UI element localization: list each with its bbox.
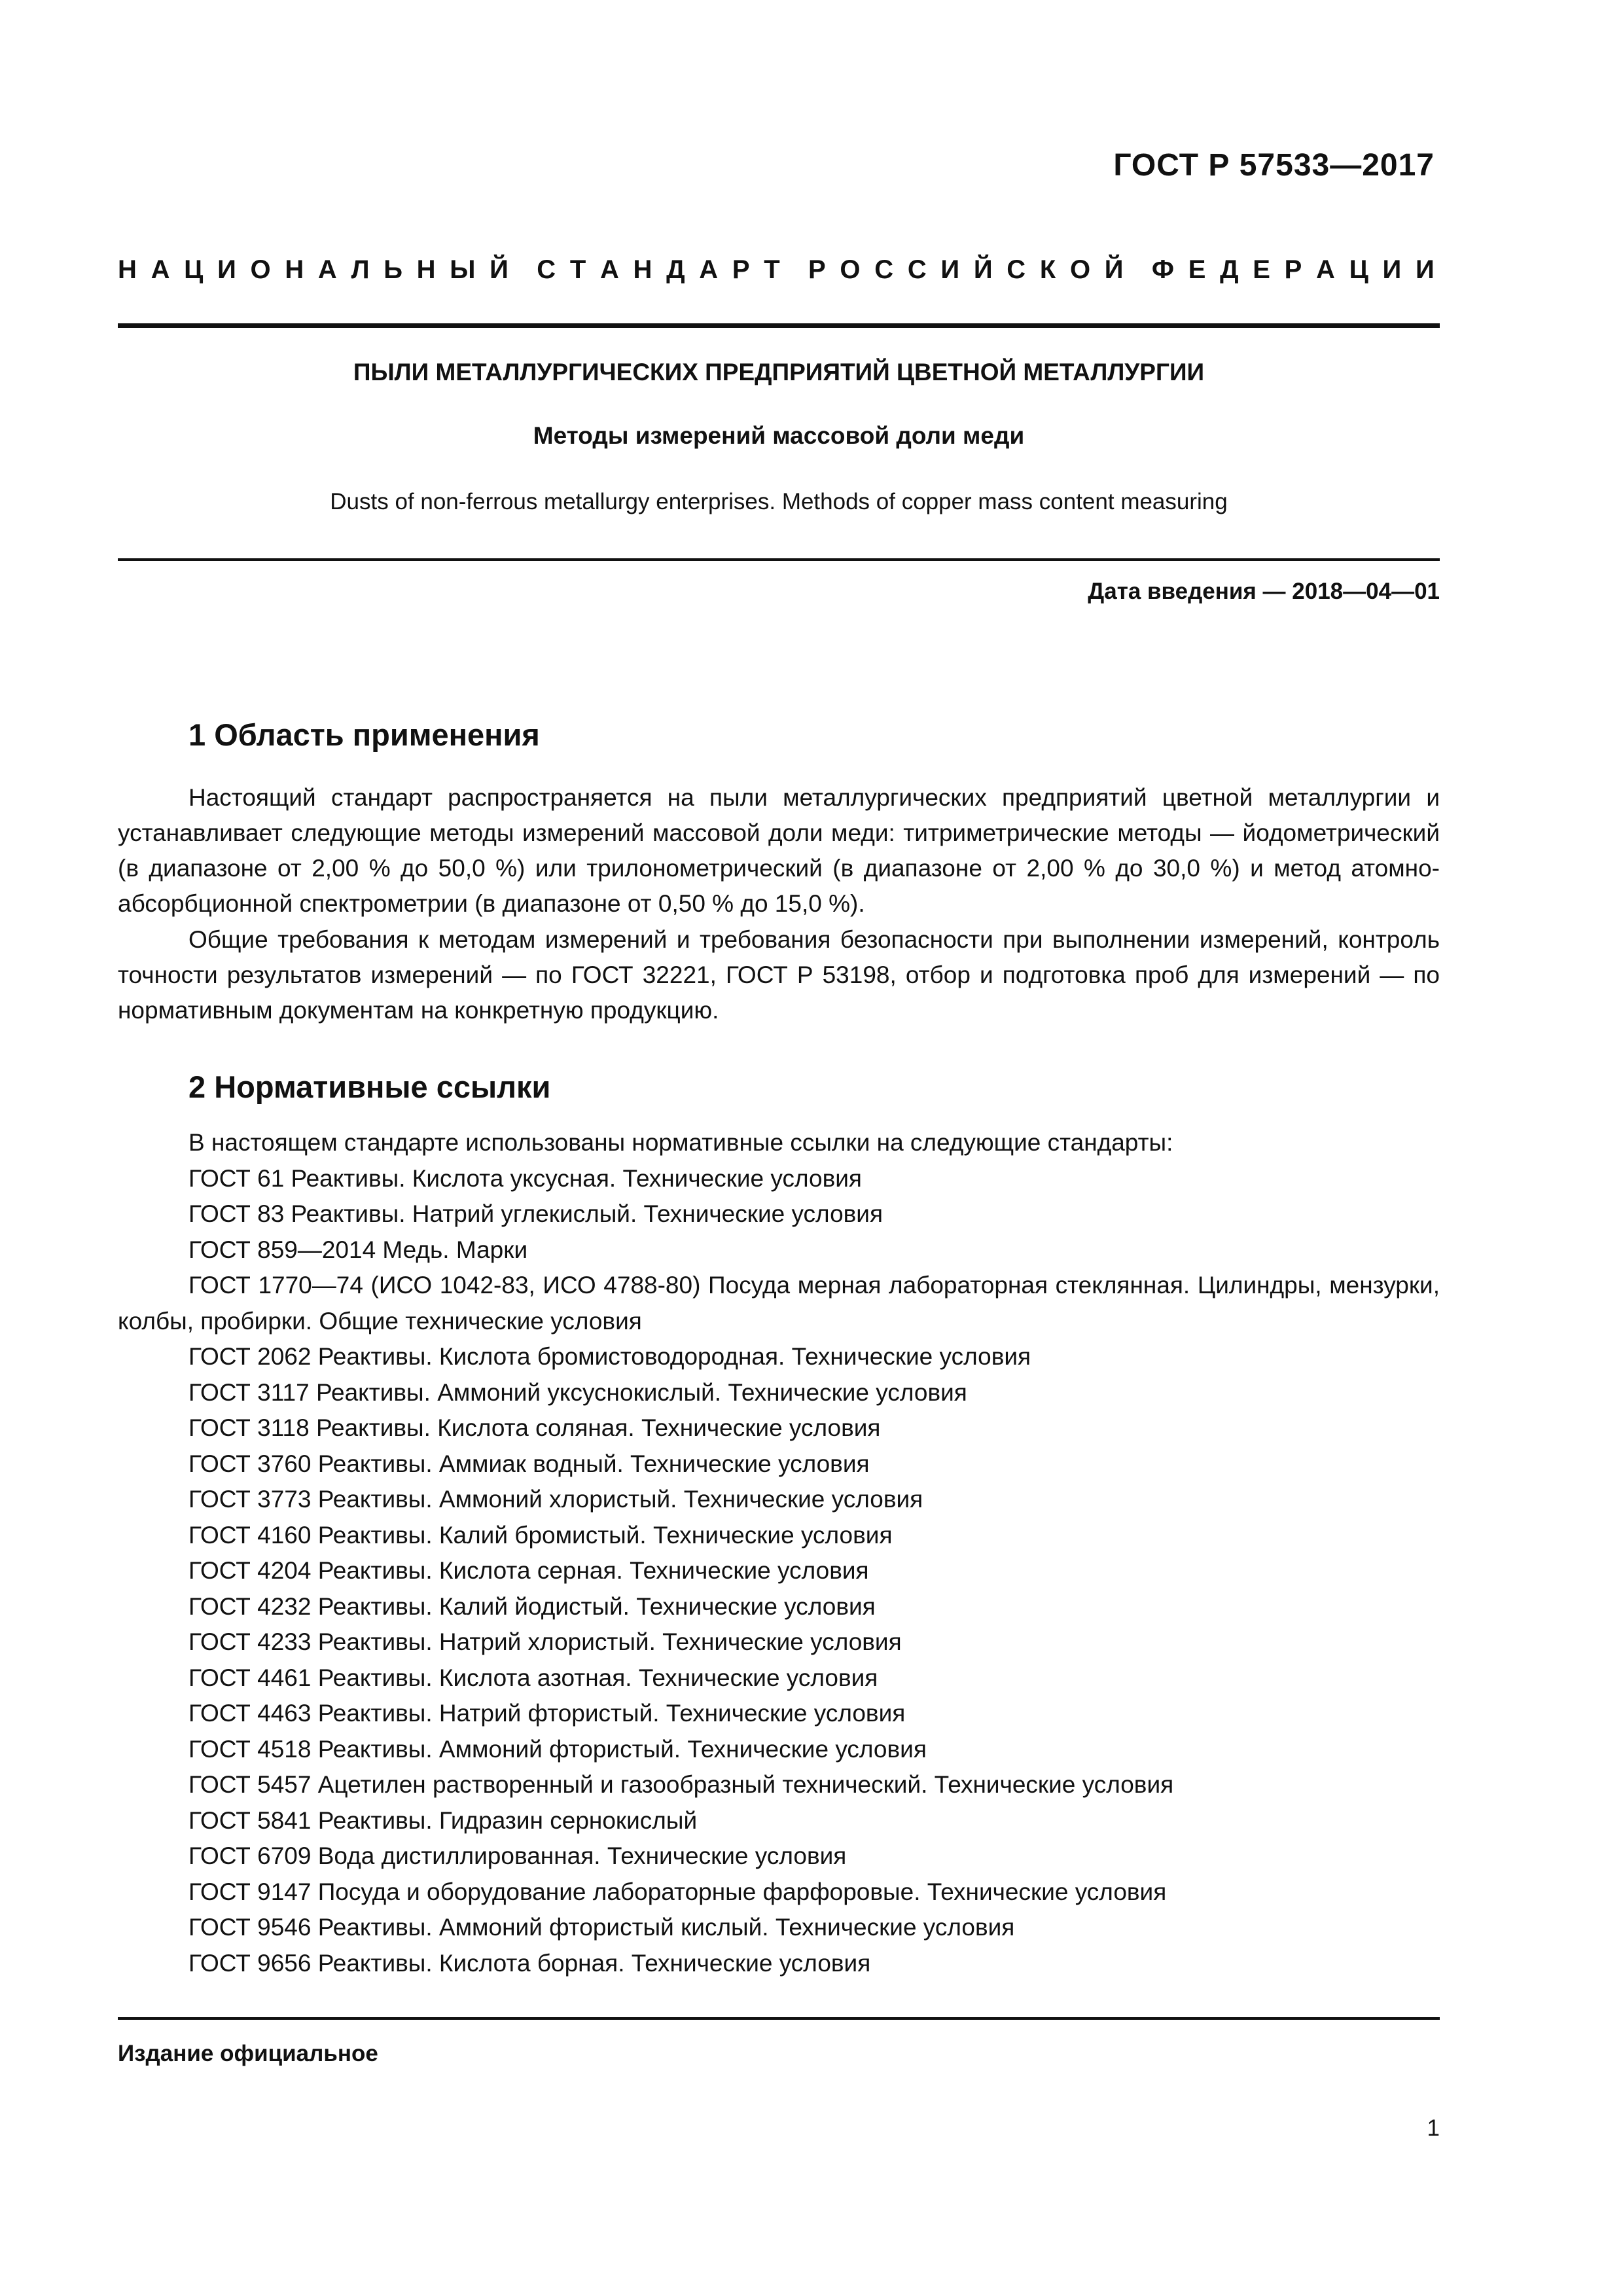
banner-letter: Р [732,255,750,284]
reference-item: ГОСТ 9546 Реактивы. Аммоний фтористый кислый. Технические условия [188,1914,1015,1941]
banner-letter: Ф [1151,255,1175,284]
banner-letter: С [907,255,927,284]
banner-letter: Ц [1349,255,1368,284]
document-number: ГОСТ Р 57533—2017 [1113,148,1435,183]
reference-item: ГОСТ 61 Реактивы. Кислота уксусная. Технические условия [188,1164,862,1192]
document-title-english: Dusts of non-ferrous metallurgy enterprises. Methods of copper mass content measuring [330,489,1228,514]
normative-references-list [118,1125,1440,1981]
section-1-paragraph-2: Общие требования к методам измерений и требования безопасности при выполнении измерений, контроль точности результатов измерений — по ГОСТ 32221, ГОСТ Р 53198, отбор и подготовка проб для измерений — по нормативным документам на конкретную продукцию. [118,926,1440,1024]
banner-letter: Й [490,255,508,284]
banner-letter: Й [1104,255,1124,284]
section-2-heading: 2 Нормативные ссылки [188,1069,551,1104]
document-subtitle: Методы измерений массовой доли меди [533,422,1025,449]
reference-item: ГОСТ 5457 Ацетилен растворенный и газообразный технический. Технические условия [188,1771,1174,1798]
reference-item: ГОСТ 83 Реактивы. Натрий углекислый. Технические условия [188,1200,883,1227]
references-lead: В настоящем стандарте использованы нормативные ссылки на следующие стандарты: [188,1129,1173,1156]
banner-letter: Р [808,255,826,284]
banner-letter: Ц [184,255,204,284]
banner-letter: Л [351,255,370,284]
introduction-date: Дата введения — 2018—04—01 [1088,579,1440,604]
banner-letter: О [1069,255,1091,284]
reference-item: ГОСТ 3118 Реактивы. Кислота соляная. Технические условия [188,1414,881,1441]
reference-item: ГОСТ 5841 Реактивы. Гидразин сернокислый [188,1806,698,1834]
banner-letter: А [317,255,337,284]
banner-letter: С [537,255,556,284]
reference-item: ГОСТ 859—2014 Медь. Марки [188,1236,528,1263]
banner-letter: И [940,255,960,284]
banner-letter: А [699,255,719,284]
reference-item: ГОСТ 4461 Реактивы. Кислота азотная. Технические условия [188,1664,878,1691]
banner-letter: С [874,255,894,284]
page-number: 1 [1427,2115,1440,2141]
section-1-heading: 1 Область применения [188,717,540,752]
banner-letter: И [1382,255,1402,284]
reference-item: ГОСТ 4204 Реактивы. Кислота серная. Технические условия [188,1557,869,1584]
reference-item: ГОСТ 6709 Вода дистиллированная. Технические условия [188,1842,847,1869]
reference-item: ГОСТ 4518 Реактивы. Аммоний фтористый. Технические условия [188,1735,927,1763]
reference-item: ГОСТ 9147 Посуда и оборудование лабораторные фарфоровые. Технические условия [188,1878,1167,1905]
banner-letter: Н [416,255,436,284]
reference-item: ГОСТ 4160 Реактивы. Калий бромистый. Технические условия [188,1521,893,1549]
footer-rule [118,2017,1440,2020]
reference-item: ГОСТ 4463 Реактивы. Натрий фтористый. Технические условия [188,1700,906,1727]
reference-item: ГОСТ 3760 Реактивы. Аммиак водный. Технические условия [188,1450,870,1477]
banner-letter: Е [1188,255,1206,284]
banner-letter: Ы [450,255,476,284]
banner-letter: А [151,255,170,284]
banner-letter: Е [1253,255,1270,284]
reference-item: ГОСТ 1770—74 (ИСО 1042-83, ИСО 4788-80) Посуда мерная лабораторная стеклянная. Цилиндры, мензурки, колбы, пробирки. Общие технические условия [118,1272,1440,1335]
banner-letter: Д [666,255,685,284]
reference-item: ГОСТ 9656 Реактивы. Кислота борная. Технические условия [188,1949,871,1977]
banner-letter: О [840,255,861,284]
title-rule [118,558,1440,561]
section-1-paragraph-1: Настоящий стандарт распространяется на пыли металлургических предприятий цветной металлургии и устанавливает следующие методы измерений массовой доли меди: титриметрические методы — йодометрический (в диапазоне от 2,00 % до 50,0 %) или трилонометрический (в диапазоне от 2,00 % до 30,0 %) и метод атомно-абсорбционной спектрометрии (в диапазоне от 0,50 % до 15,0 %). [118,784,1440,917]
reference-item: ГОСТ 3773 Реактивы. Аммоний хлористый. Технические условия [188,1486,923,1513]
reference-item: ГОСТ 4233 Реактивы. Натрий хлористый. Технические условия [188,1628,902,1655]
banner-letter: Т [569,255,586,284]
reference-item: ГОСТ 4232 Реактивы. Калий йодистый. Технические условия [188,1592,876,1620]
banner-letter: С [1007,255,1026,284]
official-edition-label: Издание официальное [118,2041,378,2066]
banner-letter: К [1039,255,1056,284]
banner-letter: Д [1220,255,1239,284]
reference-item: ГОСТ 2062 Реактивы. Кислота бромистоводородная. Технические условия [188,1343,1031,1370]
banner-letter: Ь [383,255,402,284]
header-rule [118,323,1440,328]
banner-letter: О [250,255,271,284]
banner-letter: А [1316,255,1335,284]
national-standard-banner [118,255,1435,285]
banner-letter: Н [118,255,137,284]
banner-letter: Т [764,255,780,284]
banner-letter: Р [1284,255,1302,284]
banner-letter: И [217,255,236,284]
document-title: ПЫЛИ МЕТАЛЛУРГИЧЕСКИХ ПРЕДПРИЯТИЙ ЦВЕТНОЙ МЕТАЛЛУРГИИ [353,359,1205,386]
banner-letter: И [1415,255,1435,284]
banner-letter: А [599,255,619,284]
banner-letter: Н [633,255,652,284]
banner-letter: Й [973,255,993,284]
reference-item: ГОСТ 3117 Реактивы. Аммоний уксуснокислый. Технические условия [188,1378,967,1406]
banner-letter: Н [285,255,304,284]
